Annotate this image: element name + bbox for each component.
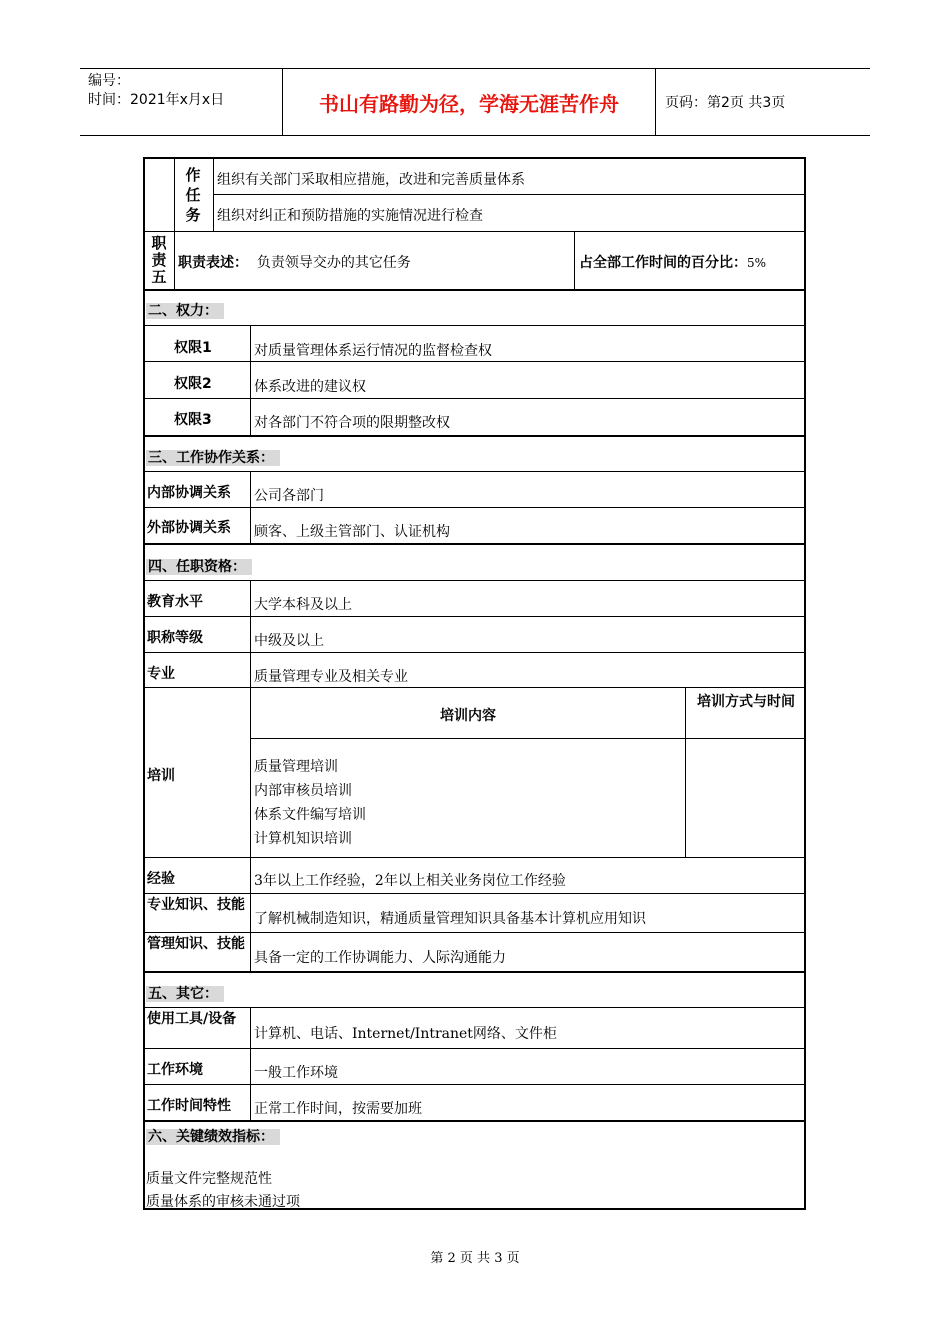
page-header [80,68,870,136]
title-level-value: 中级及以上 [254,633,324,649]
duty5-desc-value: 负责领导交办的其它任务 [256,255,411,271]
duty4-label: 作任务 [185,166,201,224]
work-time-label: 工作时间特性 [147,1098,231,1114]
tools-value: 计算机、电话、Internet/Intranet网络、文件柜 [254,1026,557,1042]
kpi-item-2: 质量体系的审核未通过项 [146,1194,300,1210]
training-item-2: 内部审核员培训 [254,783,352,799]
duty4-item-2: 组织对纠正和预防措施的实施情况进行检查 [217,208,483,224]
training-label: 培训 [147,768,175,784]
authority-value-3: 对各部门不符合项的限期整改权 [254,415,450,431]
mgmt-skill-value: 具备一定的工作协调能力、人际沟通能力 [254,950,506,966]
section-relations-title: 三、工作协作关系： [146,447,280,467]
duty5-pct-value: 5% [747,256,767,270]
environment-value: 一般工作环境 [254,1065,338,1081]
document-number-label: 编号： [88,73,130,89]
page-footer: 第 2 页 共 3 页 [430,1251,520,1266]
training-content-header: 培训内容 [440,708,496,724]
relations-value-internal: 公司各部门 [254,488,324,504]
duty4-item-1: 组织有关部门采取相应措施，改进和完善质量体系 [217,172,525,188]
relations-label-internal: 内部协调关系 [147,485,231,501]
header-meta [80,69,282,135]
experience-value: 3年以上工作经验，2年以上相关业务岗位工作经验 [254,873,566,889]
authority-label-3: 权限3 [174,412,212,428]
relations-value-external: 顾客、上级主管部门、认证机构 [254,524,450,540]
section-qualification-title: 四、任职资格： [146,556,252,576]
training-item-1: 质量管理培训 [254,759,338,775]
education-value: 大学本科及以上 [254,597,352,613]
environment-label: 工作环境 [147,1062,203,1078]
mgmt-skill-label: 管理知识、技能 [147,936,245,952]
duty5-label: 职责五 [151,234,167,286]
section-authority-title: 二、权力： [146,300,224,320]
job-description-table [143,157,806,1210]
authority-label-2: 权限2 [174,376,212,392]
kpi-item-1: 质量文件完整规范性 [146,1171,272,1187]
duty5-percentage [579,252,804,272]
training-method-header: 培训方式与时间 [697,694,795,710]
duty5-pct-label: 占全部工作时间的百分比： [579,255,747,271]
relations-label-external: 外部协调关系 [147,520,231,536]
title-level-label: 职称等级 [147,630,203,646]
training-item-4: 计算机知识培训 [254,831,352,847]
major-label: 专业 [147,666,175,682]
authority-label-1: 权限1 [174,340,212,356]
document-time-label: 时间：2021年x月x日 [88,92,225,108]
duty5-desc-label: 职责表述： [178,255,248,271]
authority-value-1: 对质量管理体系运行情况的监督检查权 [254,343,492,359]
authority-value-2: 体系改进的建议权 [254,379,366,395]
pro-skill-label: 专业知识、技能 [147,897,245,913]
training-item-3: 体系文件编写培训 [254,807,366,823]
duty5-description [178,252,568,272]
education-label: 教育水平 [147,594,203,610]
header-page-number: 页码：第2页 共3页 [665,95,786,111]
pro-skill-value: 了解机械制造知识，精通质量管理知识具备基本计算机应用知识 [254,911,646,927]
work-time-value: 正常工作时间，按需要加班 [254,1101,422,1117]
section-kpi-title: 六、关键绩效指标： [146,1126,280,1146]
experience-label: 经验 [147,871,175,887]
header-motto: 书山有路勤为径，学海无涯苦作舟 [282,69,656,135]
major-value: 质量管理专业及相关专业 [254,669,408,685]
tools-label: 使用工具/设备 [147,1011,237,1027]
section-other-title: 五、其它： [146,983,224,1003]
